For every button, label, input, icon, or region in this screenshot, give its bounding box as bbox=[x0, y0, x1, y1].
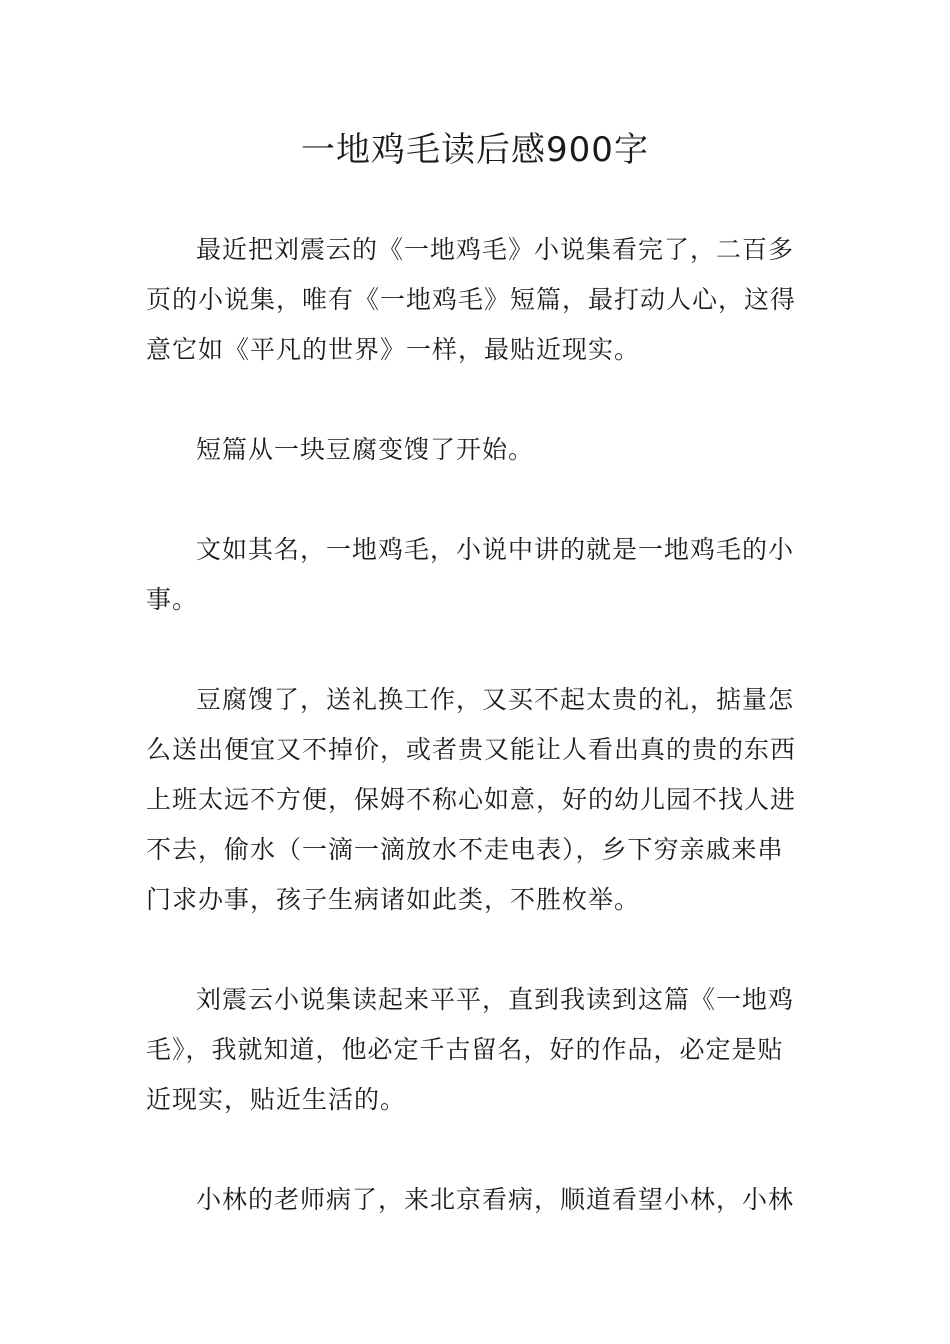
paragraph: 短篇从一块豆腐变馊了开始。 bbox=[196, 435, 535, 464]
paragraph: 最近把刘震云的《一地鸡毛》小说集看完了，二百多页的小说集，唯有《一地鸡毛》短篇，最打动人心，这得意它如《平凡的世界》一样，最贴近现实。 bbox=[146, 235, 797, 364]
document-title: 一地鸡毛读后感900字 bbox=[301, 130, 649, 170]
paragraph: 刘震云小说集读起来平平，直到我读到这篇《一地鸡毛》，我就知道，他必定千古留名，好的作品，必定是贴近现实，贴近生活的。 bbox=[146, 985, 795, 1114]
paragraph: 豆腐馊了，送礼换工作，又买不起太贵的礼，掂量怎么送出便宜又不掉价，或者贵又能让人看出真的贵的东西上班太远不方便，保姆不称心如意，好的幼儿园不找人进不去，偷水（一滴一滴放水不走电表），乡下穷亲戚来串门求办事，孩子生病诸如此类，不胜枚举。 bbox=[146, 685, 797, 914]
paragraph: 文如其名，一地鸡毛，小说中讲的就是一地鸡毛的小事。 bbox=[146, 535, 795, 614]
paragraph: 小林的老师病了，来北京看病，顺道看望小林，小林 bbox=[196, 1185, 795, 1214]
document-body bbox=[146, 225, 806, 1275]
